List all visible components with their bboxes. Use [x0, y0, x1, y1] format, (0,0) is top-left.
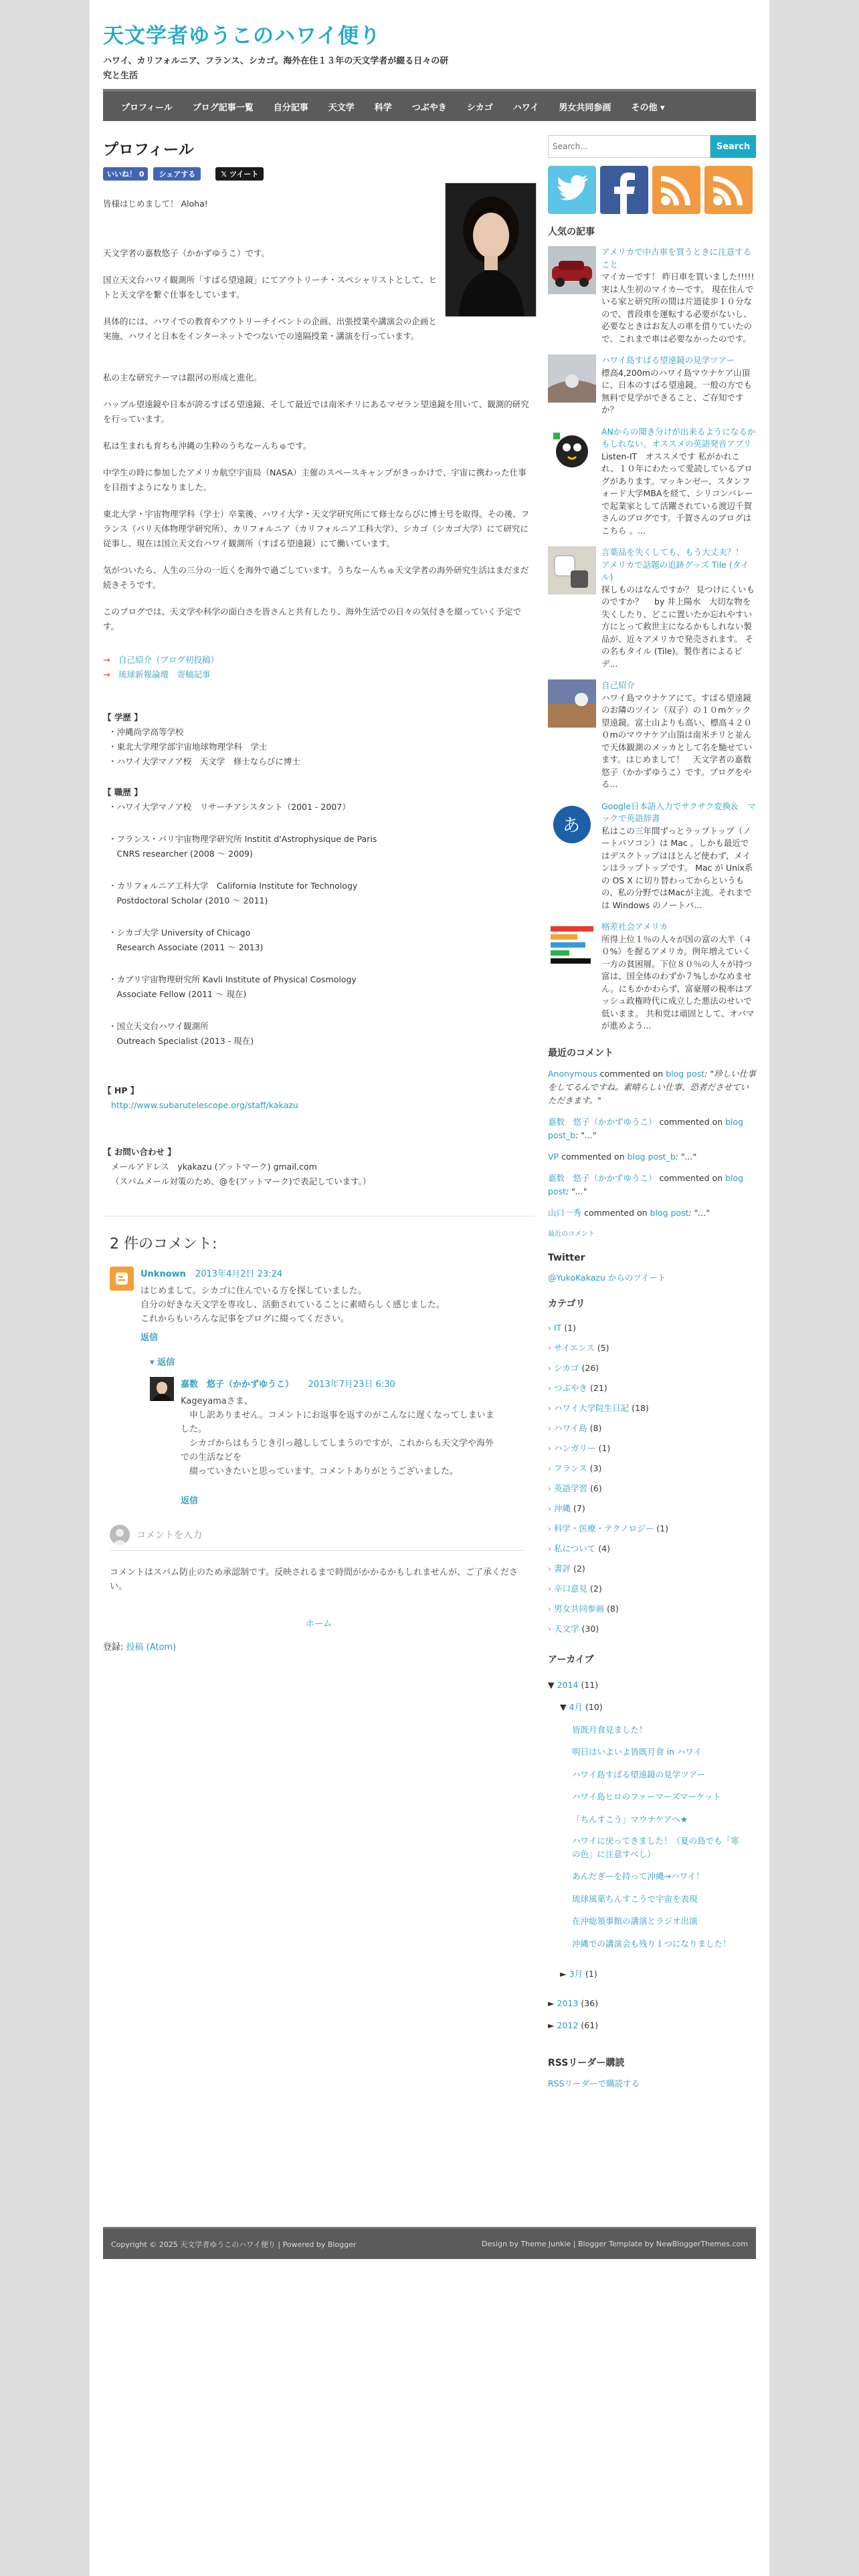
archive-post-link[interactable]: 明日はいよいよ皆既月食 in ハワイ — [572, 1747, 702, 1757]
home-link[interactable]: ホーム — [305, 1619, 332, 1629]
archive-count: (36) — [581, 1998, 599, 2008]
label-item: › 辛口意見 (2) — [548, 1583, 602, 1594]
comment-line: Kageyamaさま、 — [181, 1396, 253, 1406]
recent-comment-author[interactable]: VP — [548, 1151, 559, 1162]
recent-comment-quote: : "..." — [688, 1207, 710, 1218]
site-title[interactable]: 天文学者ゆうこのハワイ便り — [103, 24, 381, 48]
popular-post-snippet: 所得上位１％の人々が国の富の大半（４０%）を握るアメリカ。例年増えていく一方の貧困層。下位８０％の人々が持つ富は、国全体のわずか７%しかなめません。にもかかわらず、富豪層の税率はブッシュ政権時代に成立した悪法のせいで低いまま。 共和党は頑固として、オバマが進めよう... — [601, 934, 755, 1031]
page-wrapper — [90, 0, 769, 2576]
career-item — [108, 972, 535, 1002]
twitter-widget — [548, 1253, 756, 1283]
label-link[interactable]: IT — [553, 1322, 562, 1333]
popular-post — [548, 246, 765, 345]
archive-count: (61) — [581, 2020, 599, 2030]
popular-post-title[interactable]: ANからの聞き分けが出来るようになるかもしれない。オススメの英語発音アプリ — [601, 426, 756, 449]
paragraph: 東北大学・宇宙物理学科（学士）卒業後、ハワイ大学・天文学研究所にて修士ならびに博士号を取得。その後、フランス（パリ天体物理学研究所）、カリフォルニア（カリフォルニア工科大学）、シカゴ（シカゴ大学）にて研究に従事し、現在は国立天文台ハワイ観測所（すばる望遠鏡）にて働いています。 — [103, 509, 530, 548]
archive-count: (11) — [581, 1679, 599, 1690]
archive-year — [548, 1992, 756, 2015]
subscribe-row — [103, 1640, 535, 1652]
career-item — [108, 926, 535, 955]
education-item: ・東北大学理学部宇宙地球物理学科 学士 — [108, 742, 268, 752]
twitter-timeline-link[interactable]: @YukoKakazu からのツイート — [548, 1272, 666, 1283]
paragraph: このブログでは、天文学や科学の面白さを皆さんと共有したり、海外生活での日々の気付きを綴っていく予定です。 — [103, 607, 522, 631]
atom-feed-link[interactable]: 投稿 (Atom) — [126, 1642, 177, 1652]
paragraph: 私の主な研究テーマは銀河の形成と進化。 — [103, 372, 262, 383]
label-count: (5) — [597, 1342, 609, 1353]
label-link[interactable]: つぶやき — [553, 1382, 587, 1393]
education-section — [103, 710, 535, 769]
archive-post-link[interactable]: 沖縄での講演会も残り１つになりました！ — [572, 1938, 731, 1949]
comment — [110, 1267, 535, 1343]
archive-post-link[interactable]: ハワイに戻ってきました！（夏の島でも「寒の色」に注意すべし） — [572, 1836, 739, 1859]
contact-email: メールアドレス ykakazu (アットマーク) gmail.com — [111, 1162, 317, 1172]
popular-post-snippet: 探しものはなんですか？ 見つけにくいものですか？ by 井上陽水 大切な物を失くしたり、どこに置いたか忘れやすい方にとって救世主になるかもしれない製品が、近々アメリカで発売されます。 その名もタイル (Tile)。製作者によるビデ... — [601, 584, 755, 669]
profile-photo-image — [446, 183, 537, 317]
rss-widget — [548, 2056, 756, 2089]
label-item: › 沖縄 (7) — [548, 1503, 585, 1513]
nav-item-astronomy[interactable]: 天文学 — [328, 102, 355, 113]
recent-comment-text: commented on — [581, 1207, 650, 1218]
nav-item-post-list[interactable]: ブログ記事一覧 — [192, 102, 254, 113]
popular-post-thumbnail[interactable] — [548, 546, 596, 595]
recent-comment-quote: : "..." — [675, 1151, 697, 1162]
archive-year-link[interactable]: 2013 — [557, 1998, 579, 2008]
label-count: (26) — [581, 1362, 599, 1373]
contact-note: （スパムメール対策のため、@を(アットマーク)で表記しています。） — [111, 1176, 371, 1186]
popular-post-title[interactable]: Google日本語入力でサクサク変換＆ マックで英語辞書 — [601, 800, 756, 823]
label-link[interactable]: 私について — [553, 1543, 596, 1553]
recent-comment-post-link[interactable]: blog post — [666, 1068, 705, 1079]
label-item: › シカゴ (26) — [548, 1362, 599, 1373]
label-link[interactable]: 書評 — [553, 1563, 571, 1574]
site-header — [103, 19, 571, 84]
label-item: › ハンガリー (1) — [548, 1442, 611, 1453]
label-link[interactable]: 英語学習 — [553, 1483, 587, 1493]
recent-comment-text: commented on — [597, 1068, 666, 1079]
intro-post-link-text: 自己紹介（ブログ初投稿） — [118, 655, 219, 665]
nav-item-other[interactable]: その他 ▾ — [631, 102, 665, 113]
ryukyu-shimpo-link[interactable] — [103, 667, 535, 682]
facebook-like-button[interactable]: いいね！ 0 — [103, 167, 148, 181]
popular-post-snippet: ハワイ島マウナケアにて。すばる望遠鏡のお隣のツイン（双子）の１０mケック望遠鏡。富士山よりも高い、標高４２００mのマウナケア山頂は南米チリと並んで天体観測のメッカとして名を馳せています。はじめまして！ 天文学者の嘉数悠子（かかずゆうこ）です。ブログをやる... — [601, 692, 753, 789]
popular-post-thumbnail[interactable] — [548, 921, 596, 969]
footer-credits: Design by Theme Junkie | Blogger Template by NewBloggerThemes.com — [482, 2240, 748, 2248]
profile-photo — [445, 183, 537, 317]
reply-button[interactable]: 返信 — [140, 1333, 159, 1343]
label-count: (1) — [564, 1322, 577, 1333]
share-buttons — [103, 167, 535, 181]
archive-post-link[interactable]: 「ちんすこう」マウナケアへ★ — [572, 1814, 688, 1824]
popular-post-snippet: マイカーです！ 昨日車を買いました!!!!! 実は人生初のマイカーです。 現在住んでいる家と研究所の間は片道徒歩１０分なので、普段車を運転する必要がないし、必要なときはお友人の車を借りていたので、これまで車は必要なかったのです。 — [601, 272, 765, 344]
popular-post-snippet: 私はこの三年間ずっとラップトップ（ノートパソコン）は Mac 。しかも最近ではデスクトップはほとんど使わず、メインはラップトップです。 Mac が Unix系の OS X に切り替わってからというもの、私の分野ではMacが主流。それまでは Windows のノートパ... — [601, 825, 753, 910]
label-item: › 科学・医療・テクノロジー (1) — [548, 1523, 668, 1533]
comment-reply — [150, 1377, 535, 1506]
popular-post — [548, 679, 756, 791]
recent-comment-author[interactable]: 嘉数 悠子（かかずゆうこ） — [548, 1172, 657, 1183]
post-links — [103, 653, 535, 682]
search-input[interactable] — [548, 135, 710, 158]
paragraph: 国立天文台ハワイ観測所「すばる望遠鏡」にてアウトリーチ・スペシャリストとして、ヒトと天文学を繋ぐ仕事をしています。 — [103, 275, 437, 300]
expand-toggle-icon[interactable]: ► — [548, 2020, 555, 2030]
label-item: › サイエンス (5) — [548, 1342, 609, 1353]
recent-comment-author[interactable]: 嘉数 悠子（かかずゆうこ） — [548, 1116, 657, 1127]
thread-toggle[interactable]: ▾ 返信 — [150, 1358, 175, 1368]
label-count: (8) — [606, 1603, 619, 1614]
paragraph: 中学生の時に参加したアメリカ航空宇宙局（NASA）主催のスペースキャンプがきっかけで、宇宙に携わった仕事を目指すようになりました。 — [103, 467, 527, 492]
archive-post-link[interactable]: あんだぎーを持って沖縄→ハワイ！ — [572, 1871, 704, 1881]
hp-heading: 【 HP 】 — [103, 1085, 139, 1095]
career-line: ・カブリ宇宙物理研究所 Kavli Institute of Physical Cosmology — [108, 974, 357, 984]
recent-comment — [548, 1115, 756, 1142]
arrow-icon: → — [103, 669, 110, 679]
labels-title: カテゴリ — [548, 1298, 585, 1309]
recent-comment-author[interactable]: 山口一秀 — [548, 1207, 582, 1218]
twitter-icon[interactable] — [548, 166, 596, 214]
popular-post-thumbnail[interactable] — [548, 679, 596, 728]
post-title: プロフィール — [103, 141, 194, 158]
nav-item-science[interactable]: 科学 — [374, 102, 392, 113]
recent-comment-post-link[interactable]: blog post — [548, 1172, 744, 1196]
recent-comment — [548, 1172, 756, 1198]
comment-body — [140, 1284, 445, 1326]
popular-post-title[interactable]: 言葉品を失くしても、もう大丈夫？！ アメリカで話題の追跡グッズ Tile (タイル) — [601, 547, 753, 582]
popular-post-thumbnail[interactable] — [548, 354, 596, 403]
archive-count: (10) — [585, 1702, 603, 1712]
recent-comment-post-link[interactable]: blog post_b — [627, 1151, 676, 1162]
label-count: (7) — [573, 1503, 585, 1513]
label-item: › ハワイ大学院生日記 (18) — [548, 1402, 649, 1413]
search-form — [548, 135, 756, 158]
spam-note: コメントはスパム防止のため承認制です。反映されるまで時間がかかるかもしれませんが、ご了承ください。 — [110, 1568, 518, 1592]
tweet-button[interactable]: 𝕏 ツイート — [215, 167, 264, 181]
career-line: Outreach Specialist (2013 - 現在) — [108, 1036, 254, 1046]
contact-section — [103, 1145, 535, 1189]
comment-line: シカゴからはもうじき引っ越ししてしまうのですが、これからも天文学や海外での生活などを — [181, 1438, 494, 1463]
popular-post-title[interactable]: ハワイ島すばる望遠鏡の見学ツアー — [601, 355, 735, 365]
label-link[interactable]: 天文学 — [553, 1623, 579, 1634]
main-column — [103, 137, 535, 1652]
comment-input-placeholder: コメントを入力 — [136, 1530, 202, 1541]
comments-section — [103, 1216, 535, 1594]
career-item — [108, 879, 535, 908]
label-count: (1) — [656, 1523, 668, 1533]
label-link[interactable]: シカゴ — [553, 1362, 579, 1373]
label-count: (6) — [589, 1483, 602, 1493]
social-icons — [548, 166, 756, 214]
labels-widget — [548, 1297, 756, 1639]
label-item: › IT (1) — [548, 1322, 577, 1333]
archive-count: (1) — [585, 1969, 597, 1979]
archive-month-link[interactable]: 4月 — [569, 1702, 583, 1712]
rss-title: RSSリーダー購読 — [548, 2057, 625, 2068]
archive-post-list — [548, 1719, 742, 1955]
label-item: › 私について (4) — [548, 1543, 610, 1553]
label-link[interactable]: ハンガリー — [553, 1442, 596, 1453]
nav-item-hawaii[interactable]: ハワイ — [512, 102, 539, 113]
paragraph: 皆様はじめまして！ Aloha! — [103, 199, 208, 209]
archive-month — [548, 1963, 756, 1985]
education-heading: 【 学歴 】 — [103, 712, 142, 722]
label-item: › 英語学習 (6) — [548, 1483, 602, 1493]
paragraph: 具体的には、ハワイでの教育やアウトリーチイベントの企画、出張授業や講演会の企画と実施、ハワイと日本をインターネットでつないでの遠隔授業・講演を行っています。 — [103, 316, 437, 341]
career-line: ・カリフォルニア工科大学 California Institute for Technology — [108, 881, 358, 891]
archive-year — [548, 2014, 756, 2037]
career-line: CNRS researcher (2008 ～ 2009) — [108, 849, 253, 859]
label-link[interactable]: ハワイ大学院生日記 — [553, 1402, 630, 1413]
label-item: › フランス (3) — [548, 1463, 602, 1473]
nav-item-gender-equality[interactable]: 男女共同参画 — [559, 102, 611, 113]
comment-line: はじめまして。シカゴに住んでいる方を探していました。 — [140, 1286, 367, 1296]
comment-date[interactable]: 2013年7月23日 6:30 — [308, 1380, 395, 1390]
recent-comments — [548, 1046, 756, 1238]
popular-post — [548, 426, 760, 538]
recent-comment-quote: : "..." — [575, 1130, 597, 1140]
tweet-label: ツイート — [229, 170, 259, 179]
recent-comment-quote: : "..." — [566, 1186, 587, 1196]
popular-post-snippet: Listen-IT オススメです 私がかれこれ、１０年にわたって愛読しているブログがあります。マッキンゼー、スタンフォード大学MBAを経て、シリコンバレーで起業家として活躍されている渡辺千賀さんのブログです。千賀さんのブログは こちら 。... — [601, 451, 760, 536]
career-item — [108, 832, 535, 861]
author-avatar — [150, 1377, 174, 1401]
label-item: › 男女共同参画 (8) — [548, 1603, 619, 1614]
comment-author[interactable]: Unknown — [140, 1269, 186, 1279]
site-footer — [103, 2227, 756, 2259]
label-link[interactable]: サイエンス — [553, 1342, 595, 1353]
twitter-title: Twitter — [548, 1252, 585, 1263]
svg-text:あ: あ — [563, 815, 581, 836]
popular-post-thumbnail[interactable] — [548, 800, 596, 849]
archive-post-link[interactable]: 皆既月食見ました！ — [572, 1724, 648, 1735]
post-body — [103, 197, 438, 211]
archive-month — [548, 1696, 756, 1719]
label-count: (8) — [589, 1422, 602, 1433]
comment-line: これからもいろんな記事をブログに綴ってください。 — [140, 1314, 350, 1324]
popular-post-thumbnail[interactable] — [548, 426, 596, 474]
sidebar — [548, 135, 765, 2089]
comment-line: 綴っていきたいと思っています。コメントありがとうございました。 — [181, 1467, 458, 1477]
recent-comments-title: 最近のコメント — [548, 1047, 613, 1059]
nav-item-murmur[interactable]: つぶやき — [411, 102, 447, 113]
archive-year — [548, 1674, 756, 1697]
user-avatar-icon — [110, 1525, 130, 1545]
expand-toggle-icon[interactable]: ► — [548, 1998, 555, 2008]
label-count: (2) — [589, 1583, 602, 1594]
comment-body — [181, 1394, 495, 1479]
main-nav — [103, 89, 756, 121]
label-item: › 書評 (2) — [548, 1563, 585, 1574]
popular-post-title[interactable]: 格差社会アメリカ — [601, 922, 668, 932]
education-item: ・ハワイ大学マノア校 天文学 修士ならびに博士 — [108, 756, 300, 766]
label-count: (1) — [598, 1442, 611, 1453]
thread-toggle-label: 返信 — [157, 1358, 175, 1368]
label-count: (18) — [632, 1402, 649, 1413]
comment-line: 申し訳ありません。コメントにお返事を返すのがこんなに遅くなってしまいました。 — [181, 1410, 494, 1434]
homepage-link[interactable]: http://www.subarutelescope.org/staff/kakazu — [111, 1100, 298, 1110]
archive-widget — [548, 1652, 756, 2037]
career-line: Research Associate (2011 ～ 2013) — [108, 942, 264, 952]
facebook-share-button[interactable]: シェアする — [153, 167, 201, 181]
footer-copyright: Copyright © 2025 天文学者ゆうこのハワイ便り | Powered by Blogger — [111, 2240, 357, 2249]
recent-comment-author[interactable]: Anonymous — [548, 1068, 597, 1079]
career-line: ・フランス・パリ宇宙物理学研究所 Institit d'Astrophysique de Paris — [108, 834, 377, 844]
label-link[interactable]: ハワイ島 — [553, 1422, 587, 1433]
archive-month-link[interactable]: 3月 — [569, 1969, 583, 1979]
label-item: › つぶやき (21) — [548, 1382, 607, 1393]
archive-title: アーカイブ — [548, 1654, 594, 1665]
career-item: ・ハワイ大学マノア校 リサーチアシスタント（2001 - 2007） — [108, 802, 351, 812]
recent-comment — [548, 1067, 756, 1107]
archive-post-link[interactable]: ハワイ島ヒロのファーマーズマーケット — [572, 1792, 721, 1802]
career-line: Associate Fellow (2011 ～ 現在) — [108, 989, 247, 999]
expand-toggle-icon[interactable]: ► — [560, 1969, 567, 1979]
popular-post-title[interactable]: アメリカで中古車を買うときに注意すること — [601, 247, 752, 270]
blogger-avatar-icon — [110, 1267, 134, 1291]
recent-comment — [548, 1150, 756, 1164]
career-section — [103, 785, 535, 1049]
reply-button[interactable]: 返信 — [181, 1496, 199, 1506]
popular-post-thumbnail[interactable] — [548, 246, 596, 294]
recent-comment-text: commented on — [559, 1151, 628, 1162]
collapse-toggle-icon[interactable]: ▼ — [548, 1679, 555, 1690]
popular-posts-title: 人気の記事 — [548, 227, 595, 237]
career-heading: 【 職歴 】 — [103, 787, 142, 797]
comment-thread — [150, 1355, 535, 1506]
subscribe-label: 登録: — [103, 1642, 126, 1652]
nav-item-profile[interactable]: プロフィール — [121, 102, 173, 113]
ryukyu-shimpo-link-text: 琉球新報論壇 寄稿記事 — [118, 669, 211, 679]
career-line: Postdoctoral Scholar (2010 ～ 2011) — [108, 895, 268, 905]
hp-section — [103, 1083, 535, 1113]
comment-author[interactable]: 嘉数 悠子（かかずゆうこ） — [181, 1380, 290, 1390]
archive-year-link[interactable]: 2012 — [557, 2020, 579, 2030]
label-link[interactable]: フランス — [553, 1463, 587, 1473]
comment-date[interactable]: 2013年4月2日 23:24 — [195, 1269, 283, 1279]
nav-item-chicago[interactable]: シカゴ — [466, 102, 493, 113]
arrow-icon: → — [103, 655, 110, 665]
search-button[interactable]: Search — [710, 135, 756, 158]
paragraph: 天文学者の嘉数悠子（かかずゆうこ）です。 — [103, 248, 270, 258]
popular-post-title[interactable]: 自己紹介 — [601, 680, 636, 690]
nav-item-self[interactable]: 自分記事 — [273, 102, 308, 113]
career-line: ・国立天文台ハワイ観測所 — [108, 1021, 209, 1031]
label-count: (3) — [589, 1463, 602, 1473]
rss-subscribe-link[interactable]: RSSリーダーで購読する — [548, 2078, 640, 2088]
label-link[interactable]: 沖縄 — [553, 1503, 571, 1513]
paragraph: 私は生まれも育ちも沖縄の生粋のうちなーんちゅです。 — [103, 441, 312, 451]
collapse-toggle-icon[interactable]: ▼ — [560, 1702, 567, 1712]
label-count: (30) — [581, 1623, 599, 1634]
recent-comment-post-link[interactable]: blog post — [650, 1207, 689, 1218]
career-item — [108, 1019, 535, 1049]
comment-line: 自分の好きな天文学を専攻し、活動されていることに素晴らしく感じました。 — [140, 1300, 446, 1310]
recent-comment-text: commented on — [656, 1172, 726, 1183]
recent-comments-more-link[interactable]: 最近のコメント — [548, 1230, 595, 1238]
archive-post-link[interactable]: 在沖総領事館の講演とラジオ出演 — [572, 1916, 698, 1926]
label-count: (2) — [573, 1563, 585, 1574]
popular-post — [548, 354, 756, 417]
facebook-icon[interactable] — [600, 166, 648, 214]
popular-post-snippet: 標高4,200mのハワイ島マウナケア山頂に、日本のすばる望遠鏡。一般の方でも無料で見学ができること、ご存知ですか？ — [601, 367, 753, 415]
label-link[interactable]: 科学・医療・テクノロジー — [553, 1523, 654, 1533]
recent-comment-post-link[interactable]: blog post_b — [548, 1116, 744, 1140]
recent-comment-quote: : "珍しい仕事をしてるんですね。素晴らしい仕事、恐者ださせていただきます。" — [548, 1068, 756, 1105]
career-line: ・シカゴ大学 University of Chicago — [108, 928, 251, 938]
paragraph: ハッブル望遠鏡や日本が誇るすばる望遠鏡、そして最近では南米チリにあるマゼラン望遠鏡を用いて、観測的研究を行っています。 — [103, 399, 529, 424]
rss-comments-icon[interactable] — [704, 166, 753, 214]
popular-post — [548, 800, 756, 912]
archive-post-link[interactable]: ハワイ島すばる望遠鏡の見学ツアー — [572, 1769, 706, 1780]
popular-post — [548, 921, 756, 1033]
label-count: (4) — [598, 1543, 610, 1553]
label-item: › 天文学 (30) — [548, 1623, 599, 1634]
contact-heading: 【 お問い合わせ 】 — [103, 1147, 176, 1157]
comments-title: 2 件のコメント: — [110, 1236, 217, 1253]
comment-input-box[interactable] — [110, 1525, 524, 1551]
archive-year-link[interactable]: 2014 — [557, 1679, 579, 1690]
label-link[interactable]: 男女共同参画 — [553, 1603, 604, 1614]
archive-post-link[interactable]: 琉球風菓ちんすこうで宇宙を表現 — [572, 1893, 698, 1904]
label-item: › ハワイ島 (8) — [548, 1422, 602, 1433]
popular-posts — [548, 225, 765, 1033]
recent-comment — [548, 1206, 756, 1220]
site-description: ハワイ、カリフォルニア、フランス、シカゴ。海外在住１３年の天文学者が綴る日々の研究と生活 — [103, 56, 449, 81]
recent-comment-text: commented on — [656, 1116, 726, 1127]
paragraph: 気がついたら、人生の三分の一近くを海外で過ごしています。うちなーんちゅ天文学者の海外研究生活はまだまだ続きそうです。 — [103, 565, 529, 590]
intro-post-link[interactable] — [103, 653, 535, 667]
rss-icon[interactable] — [652, 166, 700, 214]
education-item: ・沖縄尚学高等学校 — [108, 727, 184, 737]
label-link[interactable]: 辛口意見 — [553, 1583, 587, 1594]
popular-post — [548, 546, 756, 670]
label-count: (21) — [589, 1382, 607, 1393]
